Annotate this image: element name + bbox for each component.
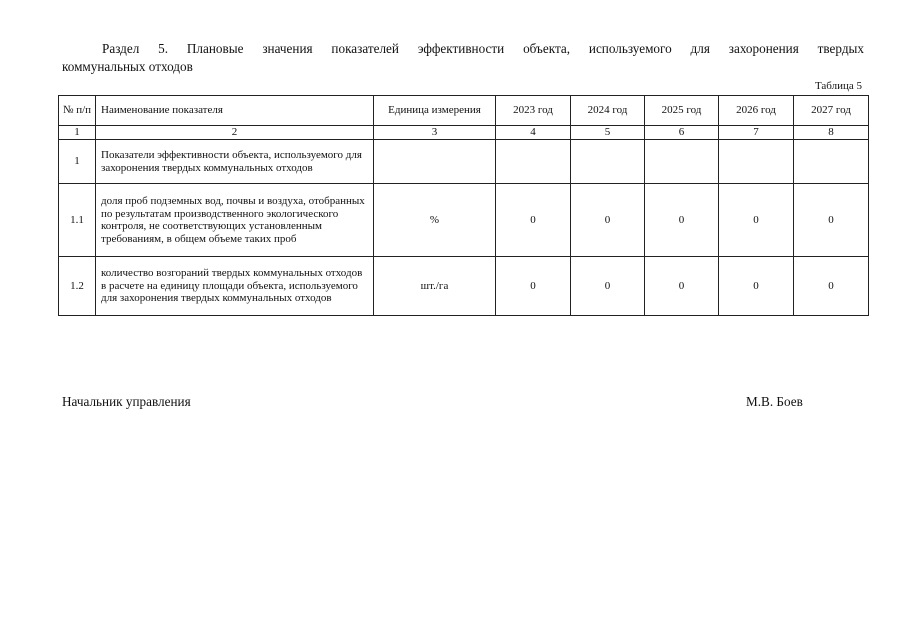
table-row — [59, 184, 869, 257]
value-cell: 0 — [645, 257, 719, 316]
indicator-name: количество возгораний твердых коммунальных отходов в расчете на единицу площади объекта, используемого для захоронения твердых коммунальных отходов — [96, 257, 374, 316]
row-number: 1.2 — [59, 257, 96, 316]
value-cell: 0 — [496, 184, 571, 257]
row-number: 1 — [59, 140, 96, 184]
indicator-name: доля проб подземных вод, почвы и воздуха, отобранных по результатам производственного экологического контроля, не соответствующих установленным требованиям, в общем объеме таких проб — [96, 184, 374, 257]
value-cell: 0 — [645, 184, 719, 257]
table-row — [59, 257, 869, 316]
value-cell — [645, 140, 719, 184]
unit-cell — [374, 140, 496, 184]
header-cell-unit: Единица измерения — [374, 96, 496, 126]
column-number-cell: 5 — [571, 126, 645, 140]
value-cell: 0 — [794, 184, 869, 257]
signatory-name: М.В. Боев — [746, 394, 803, 409]
header-cell-2026: 2026 год — [719, 96, 794, 126]
column-number-cell: 7 — [719, 126, 794, 140]
value-cell: 0 — [719, 184, 794, 257]
column-number-cell: 8 — [794, 126, 869, 140]
column-number-cell: 4 — [496, 126, 571, 140]
header-cell-indicator-name: Наименование показателя — [96, 96, 374, 126]
table-header-row — [59, 96, 869, 126]
section-heading — [62, 40, 864, 76]
value-cell: 0 — [571, 184, 645, 257]
column-number-cell: 6 — [645, 126, 719, 140]
indicator-name: Показатели эффективности объекта, используемого для захоронения твердых коммунальных отходов — [96, 140, 374, 184]
column-numbers-row — [59, 126, 869, 140]
value-cell: 0 — [794, 257, 869, 316]
signatory-position: Начальник управления — [62, 394, 191, 409]
indicators-table — [58, 95, 869, 316]
header-cell-2027: 2027 год — [794, 96, 869, 126]
value-cell — [496, 140, 571, 184]
table-label: Таблица 5 — [814, 80, 862, 92]
value-cell: 0 — [571, 257, 645, 316]
value-cell — [571, 140, 645, 184]
value-cell: 0 — [719, 257, 794, 316]
column-number-cell: 3 — [374, 126, 496, 140]
header-cell-number: № п/п — [59, 96, 96, 126]
table-row — [59, 140, 869, 184]
unit-cell: % — [374, 184, 496, 257]
section-heading-line-1: Раздел 5. Плановые значения показателей эффективности объекта, используемого для захоронения твердых — [102, 41, 864, 56]
header-cell-2023: 2023 год — [496, 96, 571, 126]
column-number-cell: 2 — [96, 126, 374, 140]
value-cell — [794, 140, 869, 184]
header-cell-2024: 2024 год — [571, 96, 645, 126]
header-cell-2025: 2025 год — [645, 96, 719, 126]
column-number-cell: 1 — [59, 126, 96, 140]
row-number: 1.1 — [59, 184, 96, 257]
value-cell: 0 — [496, 257, 571, 316]
value-cell — [719, 140, 794, 184]
section-heading-line-2: коммунальных отходов — [62, 59, 193, 74]
unit-cell: шт./га — [374, 257, 496, 316]
